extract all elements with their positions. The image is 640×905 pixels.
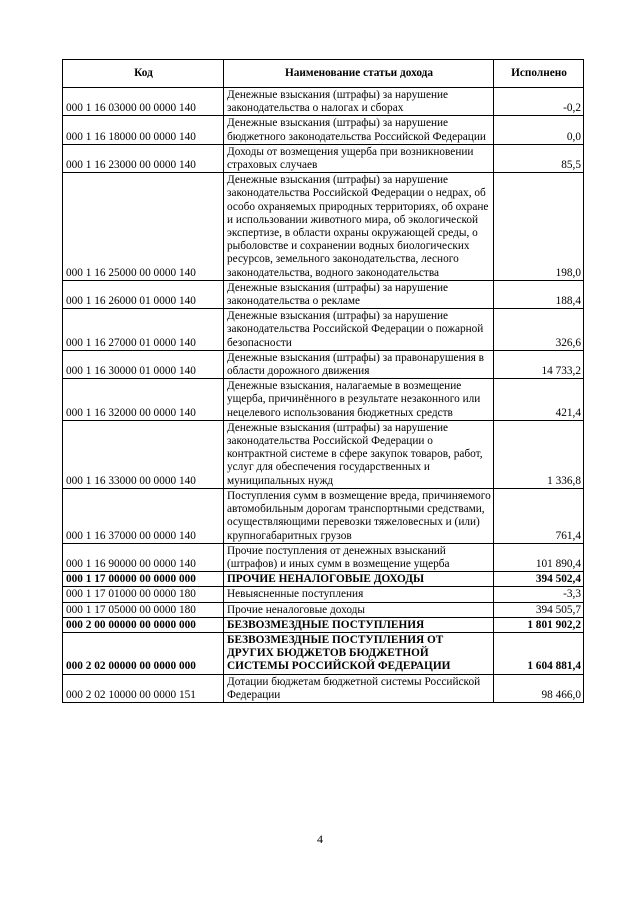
row-code: 000 1 16 30000 01 0000 140 (63, 350, 224, 378)
page-number: 4 (317, 832, 323, 846)
table-row (63, 587, 584, 602)
row-value: 0,0 (494, 116, 584, 144)
table-row (63, 543, 584, 571)
table-row (63, 379, 584, 421)
row-code: 000 1 17 05000 00 0000 180 (63, 602, 224, 617)
row-value: 85,5 (494, 144, 584, 172)
header-name: Наименование статьи дохода (224, 60, 494, 88)
table-row (63, 602, 584, 617)
row-value: 761,4 (494, 488, 584, 543)
table-row (63, 116, 584, 144)
table-header-row (63, 60, 584, 88)
row-value: 101 890,4 (494, 543, 584, 571)
row-code: 000 1 16 03000 00 0000 140 (63, 88, 224, 116)
table-row-total (63, 572, 584, 587)
row-value: 421,4 (494, 379, 584, 421)
row-value: -3,3 (494, 587, 584, 602)
table-row (63, 350, 584, 378)
row-value: 1 801 902,2 (494, 617, 584, 632)
row-name: Прочие неналоговые доходы (224, 602, 494, 617)
header-value: Исполнено (494, 60, 584, 88)
row-name: Денежные взыскания (штрафы) за нарушение законодательства о рекламе (224, 280, 494, 308)
table-row (63, 488, 584, 543)
table-row (63, 280, 584, 308)
row-code: 000 1 16 27000 01 0000 140 (63, 309, 224, 351)
table-row-total (63, 617, 584, 632)
row-name: Денежные взыскания (штрафы) за правонарушения в области дорожного движения (224, 350, 494, 378)
table-row (63, 173, 584, 281)
row-name: Невыясненные поступления (224, 587, 494, 602)
table-row-total (63, 632, 584, 674)
row-value: 14 733,2 (494, 350, 584, 378)
row-code: 000 1 17 01000 00 0000 180 (63, 587, 224, 602)
row-value: 1 604 881,4 (494, 632, 584, 674)
income-table (62, 59, 584, 703)
table-row (63, 420, 584, 488)
row-value: 326,6 (494, 309, 584, 351)
row-code: 000 1 16 18000 00 0000 140 (63, 116, 224, 144)
table-row (63, 309, 584, 351)
table-row (63, 674, 584, 702)
row-name: Денежные взыскания (штрафы) за нарушение бюджетного законодательства Российской Федерации (224, 116, 494, 144)
row-name: ПРОЧИЕ НЕНАЛОГОВЫЕ ДОХОДЫ (224, 572, 494, 587)
row-name: Денежные взыскания (штрафы) за нарушение законодательства Российской Федерации о контрактной системе в сфере закупок товаров, работ, услуг для обеспечения государственных и муниципальных нужд (224, 420, 494, 488)
row-code: 000 1 16 90000 00 0000 140 (63, 543, 224, 571)
row-code: 000 1 17 00000 00 0000 000 (63, 572, 224, 587)
row-value: 188,4 (494, 280, 584, 308)
row-code: 000 1 16 32000 00 0000 140 (63, 379, 224, 421)
row-code: 000 1 16 23000 00 0000 140 (63, 144, 224, 172)
row-name: Денежные взыскания (штрафы) за нарушение законодательства Российской Федерации о недрах, об особо охраняемых природных территориях, об охране и использовании животного мира, об экологической экспертизе, в области охраны окружающей среды, о рыболовстве и сохранении водных биологических ресурсов, земельного законодательства, лесного законодательства, водного законодательства (224, 173, 494, 281)
table-row (63, 144, 584, 172)
row-name: Денежные взыскания, налагаемые в возмещение ущерба, причинённого в результате незаконного или нецелевого использования бюджетных средств (224, 379, 494, 421)
row-name: Доходы от возмещения ущерба при возникновении страховых случаев (224, 144, 494, 172)
row-code: 000 2 00 00000 00 0000 000 (63, 617, 224, 632)
row-code: 000 1 16 33000 00 0000 140 (63, 420, 224, 488)
row-name: БЕЗВОЗМЕЗДНЫЕ ПОСТУПЛЕНИЯ (224, 617, 494, 632)
row-name: Денежные взыскания (штрафы) за нарушение законодательства о налогах и сборах (224, 88, 494, 116)
row-name: Денежные взыскания (штрафы) за нарушение законодательства Российской Федерации о пожарной безопасности (224, 309, 494, 351)
row-value: 394 502,4 (494, 572, 584, 587)
header-code: Код (63, 60, 224, 88)
row-value: 98 466,0 (494, 674, 584, 702)
row-value: 394 505,7 (494, 602, 584, 617)
row-name: Прочие поступления от денежных взысканий (штрафов) и иных сумм в возмещение ущерба (224, 543, 494, 571)
row-code: 000 1 16 25000 00 0000 140 (63, 173, 224, 281)
row-value: 198,0 (494, 173, 584, 281)
row-code: 000 2 02 00000 00 0000 000 (63, 632, 224, 674)
row-code: 000 2 02 10000 00 0000 151 (63, 674, 224, 702)
table-row (63, 88, 584, 116)
row-value: 1 336,8 (494, 420, 584, 488)
row-name: Поступления сумм в возмещение вреда, причиняемого автомобильным дорогам транспортными средствами, осуществляющими перевозки тяжеловесных и (или) крупногабаритных грузов (224, 488, 494, 543)
row-name: БЕЗВОЗМЕЗДНЫЕ ПОСТУПЛЕНИЯ ОТ ДРУГИХ БЮДЖЕТОВ БЮДЖЕТНОЙ СИСТЕМЫ РОССИЙСКОЙ ФЕДЕРАЦИИ (224, 632, 494, 674)
row-code: 000 1 16 26000 01 0000 140 (63, 280, 224, 308)
row-code: 000 1 16 37000 00 0000 140 (63, 488, 224, 543)
row-name: Дотации бюджетам бюджетной системы Российской Федерации (224, 674, 494, 702)
row-value: -0,2 (494, 88, 584, 116)
